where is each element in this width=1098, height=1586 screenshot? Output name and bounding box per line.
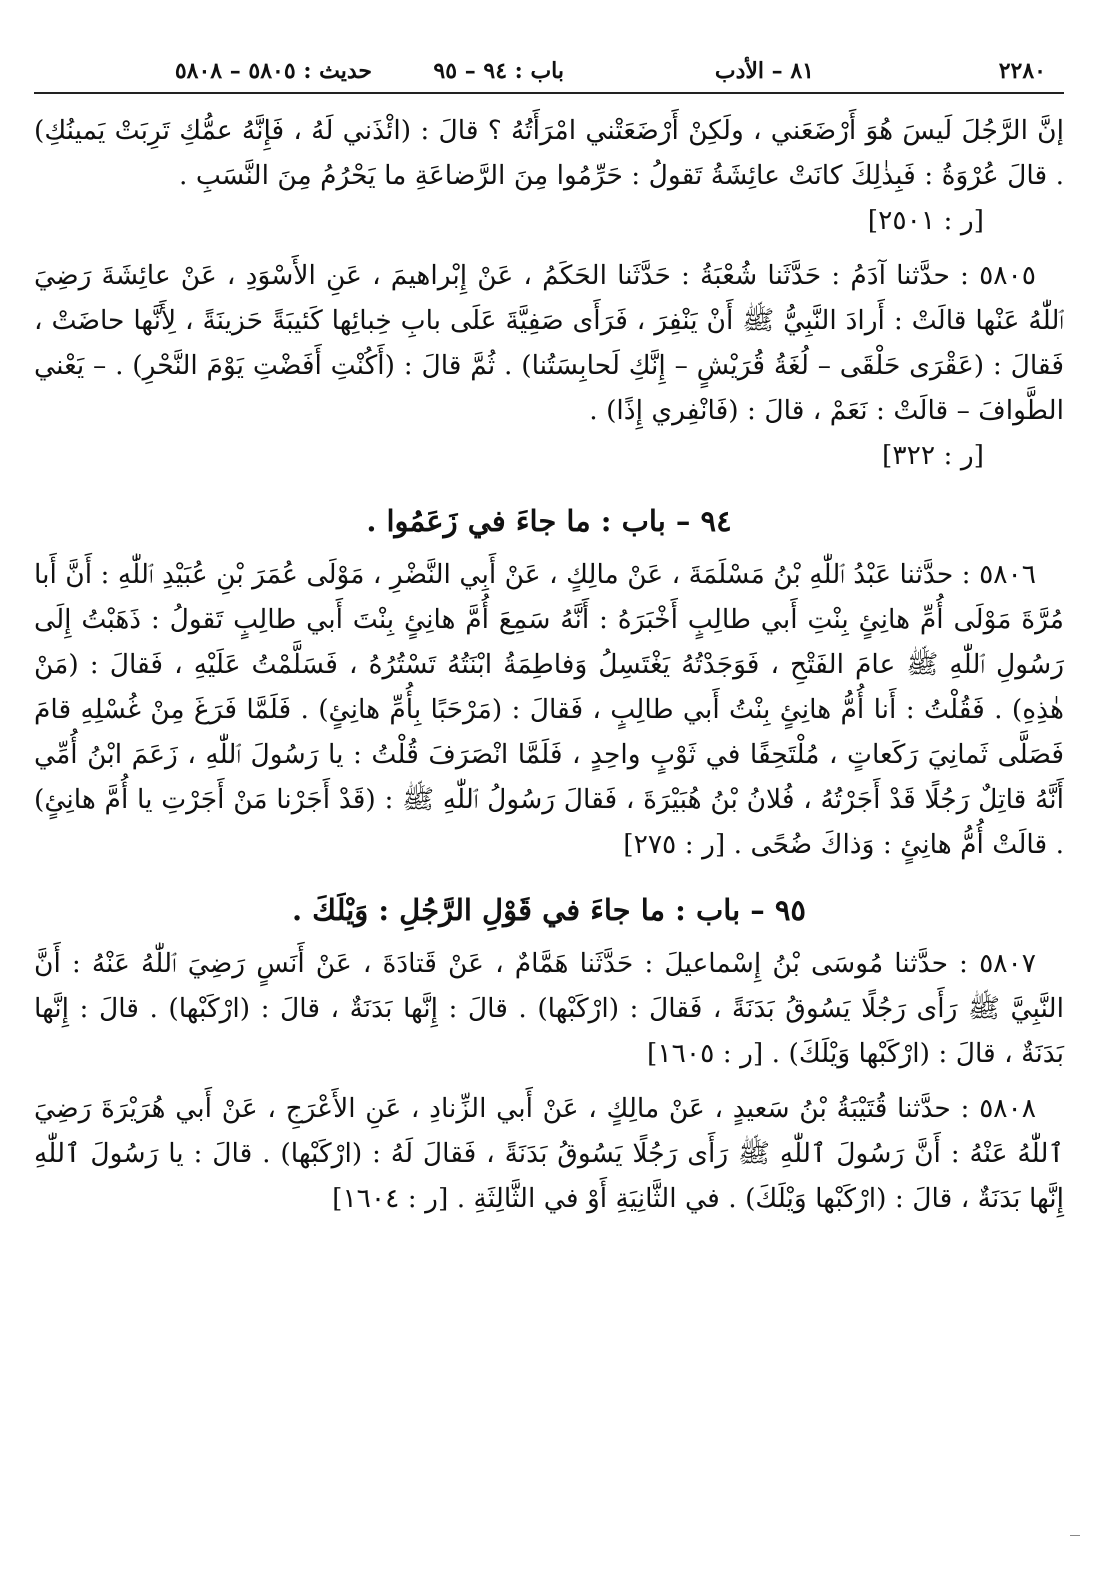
page	[34, 44, 1064, 1221]
hadith-5804-reference: [ر : ٢٥٠١]	[867, 205, 984, 236]
margin-mark	[1070, 1535, 1080, 1536]
book-title: ٨١ – الأدب	[714, 58, 814, 84]
running-header	[34, 44, 1064, 94]
hadith-5807: ٥٨٠٧ : حدَّثنا مُوسَى بْنُ إِسْماعيلَ : حَدَّثَنا هَمَّامٌ ، عَنْ قَتادَةَ ، عَنْ أَنَسٍ رَضِيَ ٱللّٰهُ عَنْهُ : أَنَّ النَّبِيَّ ﷺ رَأَى رَجُلًا يَسُوقُ بَدَنَةً ، فَقالَ : (ارْكَبْها) . قالَ : إِنَّها بَدَنَةٌ ، قالَ : (ارْكَبْها) . قالَ : إِنَّها بَدَنَةٌ ، قالَ : (ارْكَبْها وَيْلَكَ) . [ر : ١٦٠٥]	[34, 948, 1064, 1069]
hadith-range: حديث : ٥٨٠٥ – ٥٨٠٨	[174, 58, 372, 84]
hadith-5805: ٥٨٠٥ : حدَّثنا آدَمُ : حَدَّثَنا شُعْبَةُ : حَدَّثَنا الحَكَمُ ، عَنْ إِبْراهيمَ ، عَنِ الأَسْوَدِ ، عَنْ عائِشَةَ رَضِيَ ٱللّٰهُ عَنْها قالَتْ : أَرادَ النَّبِيُّ ﷺ أَنْ يَنْفِرَ ، فَرَأَى صَفِيَّةَ عَلَى بابِ خِبائِها كَئيبَةً حَزينَةً ، لِأَنَّها حاضَتْ ، فَقالَ : (عَقْرَى حَلْقَى – لُغَةُ قُرَيْشٍ – إِنَّكِ لَحابِسَتُنا) . ثُمَّ قالَ : (أَكُنْتِ أَفَضْتِ يَوْمَ النَّحْرِ) . – يَعْني الطَّوافَ – قالَتْ : نَعَمْ ، قالَ : (فَانْفِري إِذًا) .	[34, 260, 1064, 426]
hadith-5808: ٥٨٠٨ : حدَّثنا قُتَيْبَةُ بْنُ سَعيدٍ ، عَنْ مالِكٍ ، عَنْ أَبي الزِّنادِ ، عَنِ الأَعْرَجِ ، عَنْ أَبي هُرَيْرَةَ رَضِيَ ٱللّٰهُ عَنْهُ : أَنَّ رَسُولَ ٱللّٰهِ ﷺ رَأَى رَجُلًا يَسُوقُ بَدَنَةً ، فَقالَ لَهُ : (ارْكَبْها) . قالَ : يا رَسُولَ ٱللّٰهِ إِنَّها بَدَنَةٌ ، قالَ : (ارْكَبْها وَيْلَكَ) . في الثَّانِيَةِ أَوْ في الثَّالِثَةِ . [ر : ١٦٠٤]	[34, 1093, 1064, 1214]
page-body	[34, 94, 1064, 1221]
hadith-5805-reference: [ر : ٣٢٢]	[882, 440, 984, 471]
chapter-94-heading: ٩٤ – باب : ما جاءَ في زَعَمُوا .	[366, 504, 732, 538]
page-number: ٢٢٨٠	[998, 58, 1046, 84]
hadith-5804-continuation: إنَّ الرَّجُلَ لَيسَ هُوَ أَرْضَعَني ، ولَكِنْ أَرْضَعَتْني امْرَأَتُهُ ؟ قالَ : (ائْذَني لَهُ ، فَإِنَّهُ عمُّكِ تَرِبَتْ يَمينُكِ) . قالَ عُرْوَةُ : فَبِذٰلِكَ كانَتْ عائِشَةُ تَقولُ : حَرِّمُوا مِنَ الرَّضاعَةِ ما يَحْرُمُ مِنَ النَّسَبِ .	[34, 115, 1064, 191]
hadith-5806: ٥٨٠٦ : حدَّثنا عَبْدُ ٱللّٰهِ بْنُ مَسْلَمَةَ ، عَنْ مالِكٍ ، عَنْ أَبِي النَّضْرِ ، مَوْلَى عُمَرَ بْنِ عُبَيْدِ ٱللّٰهِ : أَنَّ أَبا مُرَّةَ مَوْلَى أُمِّ هانِئٍ بِنْتِ أَبي طالِبٍ أَخْبَرَهُ : أَنَّهُ سَمِعَ أُمَّ هانِئٍ بِنْتَ أَبي طالِبٍ تَقولُ : ذَهَبْتُ إِلَى رَسُولِ ٱللّٰهِ ﷺ عامَ الفَتْحِ ، فَوَجَدْتُهُ يَغْتَسِلُ وَفاطِمَةُ ابْنَتُهُ تَسْتُرُهُ ، فَسَلَّمْتُ عَلَيْهِ ، فَقالَ : (مَنْ هٰذِهِ) . فَقُلْتُ : أَنا أُمُّ هانِئٍ بِنْتُ أَبي طالِبٍ ، فَقالَ : (مَرْحَبًا بِأُمِّ هانِئٍ) . فَلَمَّا فَرَغَ مِنْ غُسْلِهِ قامَ فَصَلَّى ثَمانِيَ رَكَعاتٍ ، مُلْتَحِفًا في ثَوْبٍ واحِدٍ ، فَلَمَّا انْصَرَفَ قُلْتُ : يا رَسُولَ ٱللّٰهِ ، زَعَمَ ابْنُ أُمِّي أَنَّهُ قاتِلٌ رَجُلًا قَدْ أَجَرْتُهُ ، فُلانُ بْنُ هُبَيْرَةَ ، فَقالَ رَسُولُ ٱللّٰهِ ﷺ : (قَدْ أَجَرْنا مَنْ أَجَرْتِ يا أُمَّ هانِئٍ) . قالَتْ أُمُّ هانِئٍ : وَذاكَ ضُحًى . [ر : ٢٧٥]	[34, 559, 1064, 860]
bab-range: باب : ٩٤ – ٩٥	[433, 58, 564, 84]
chapter-95-heading: ٩٥ – باب : ما جاءَ في قَوْلِ الرَّجُلِ : وَيْلَكَ .	[291, 893, 807, 927]
